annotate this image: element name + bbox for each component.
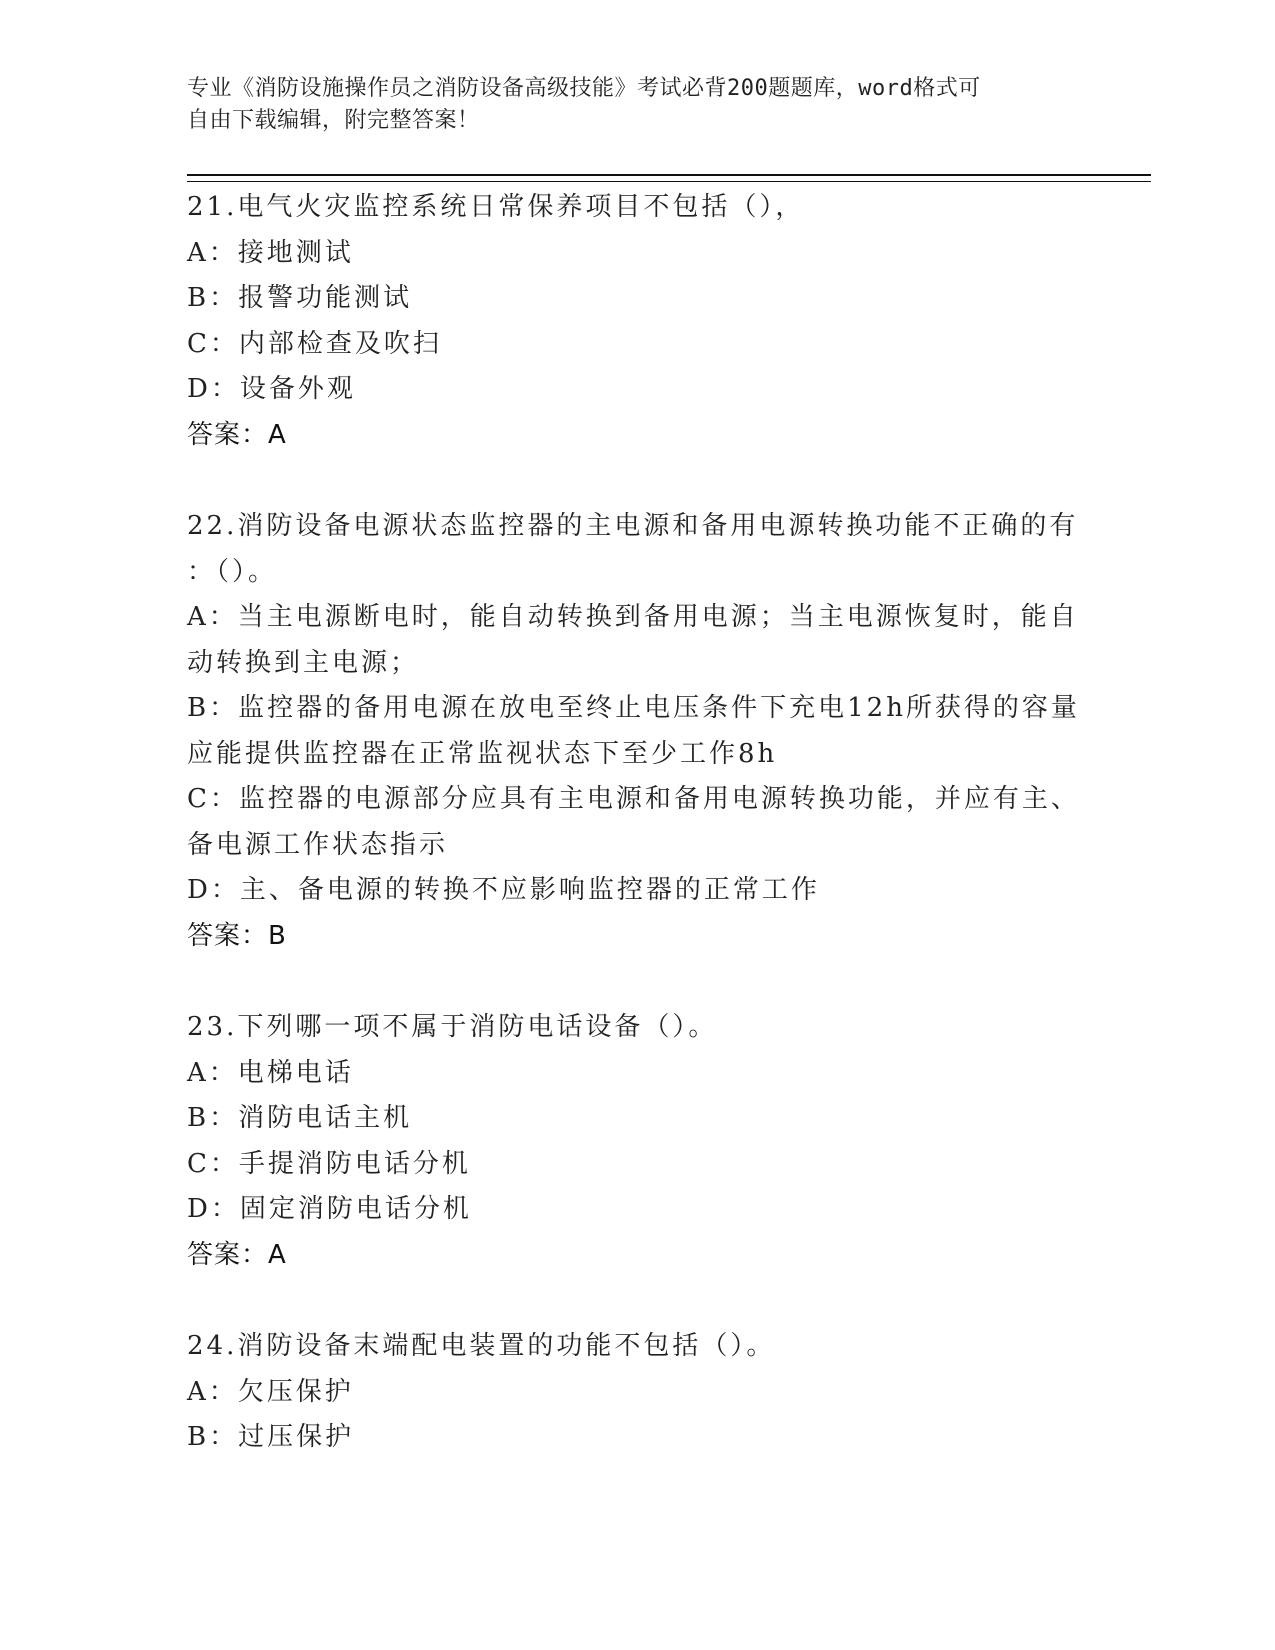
option-c: C：手提消防电话分机 [187, 1148, 471, 1179]
question-gap [187, 1278, 1087, 1324]
question-block [187, 185, 1087, 458]
header-line: 专业《消防设施操作员之消防设备高级技能》考试必背200题题库，word格式可 [187, 76, 981, 101]
question-stem: 22.消防设备电源状态监控器的主电源和备用电源转换功能不正确的有 [187, 511, 1079, 541]
header-line: 自由下载编辑，附完整答案！ [187, 108, 480, 133]
question-block [187, 1005, 1087, 1278]
option-d: D：固定消防电话分机 [187, 1194, 472, 1224]
option-d: D：主、备电源的转换不应影响监控器的正常工作 [187, 875, 820, 905]
question-gap [187, 458, 1087, 504]
option-b: B：监控器的备用电源在放电至终止电压条件下充电12h所获得的容量 [187, 693, 1080, 723]
question-gap [187, 959, 1087, 1005]
question-block [187, 504, 1087, 959]
question-stem: 24.消防设备末端配电装置的功能不包括（）。 [187, 1331, 776, 1361]
option-b: B：过压保护 [187, 1422, 355, 1452]
question-stem: 21.电气火灾监控系统日常保养项目不包括（）， [187, 192, 805, 222]
option-c-continued: 备电源工作状态指示 [187, 829, 449, 860]
header-divider [187, 174, 1151, 176]
question-stem-continued: ：（）。 [187, 556, 278, 587]
option-b-continued: 应能提供监控器在正常监视状态下至少工作8h [187, 738, 778, 769]
option-c: C：监控器的电源部分应具有主电源和备用电源转换功能，并应有主、 [187, 784, 1080, 814]
option-b: B：消防电话主机 [187, 1103, 413, 1133]
option-b: B：报警功能测试 [187, 283, 413, 313]
answer-line: 答案：B [187, 920, 287, 951]
document-header [187, 73, 1087, 137]
answer-line: 答案：A [187, 1239, 287, 1270]
option-a: A：当主电源断电时，能自动转换到备用电源；当主电源恢复时，能自 [187, 602, 1079, 632]
question-block [187, 1324, 1087, 1461]
header-divider-thin [187, 181, 1151, 182]
answer-line: 答案：A [187, 419, 287, 450]
question-stem: 23.下列哪一项不属于消防电话设备（）。 [187, 1012, 718, 1042]
option-a: A：接地测试 [187, 237, 354, 268]
option-c: C：内部检查及吹扫 [187, 328, 442, 359]
option-a: A：电梯电话 [187, 1057, 354, 1088]
question-list [187, 185, 1087, 1461]
option-a: A：欠压保护 [187, 1376, 354, 1407]
option-d: D：设备外观 [187, 374, 356, 404]
option-a-continued: 动转换到主电源； [187, 647, 420, 678]
